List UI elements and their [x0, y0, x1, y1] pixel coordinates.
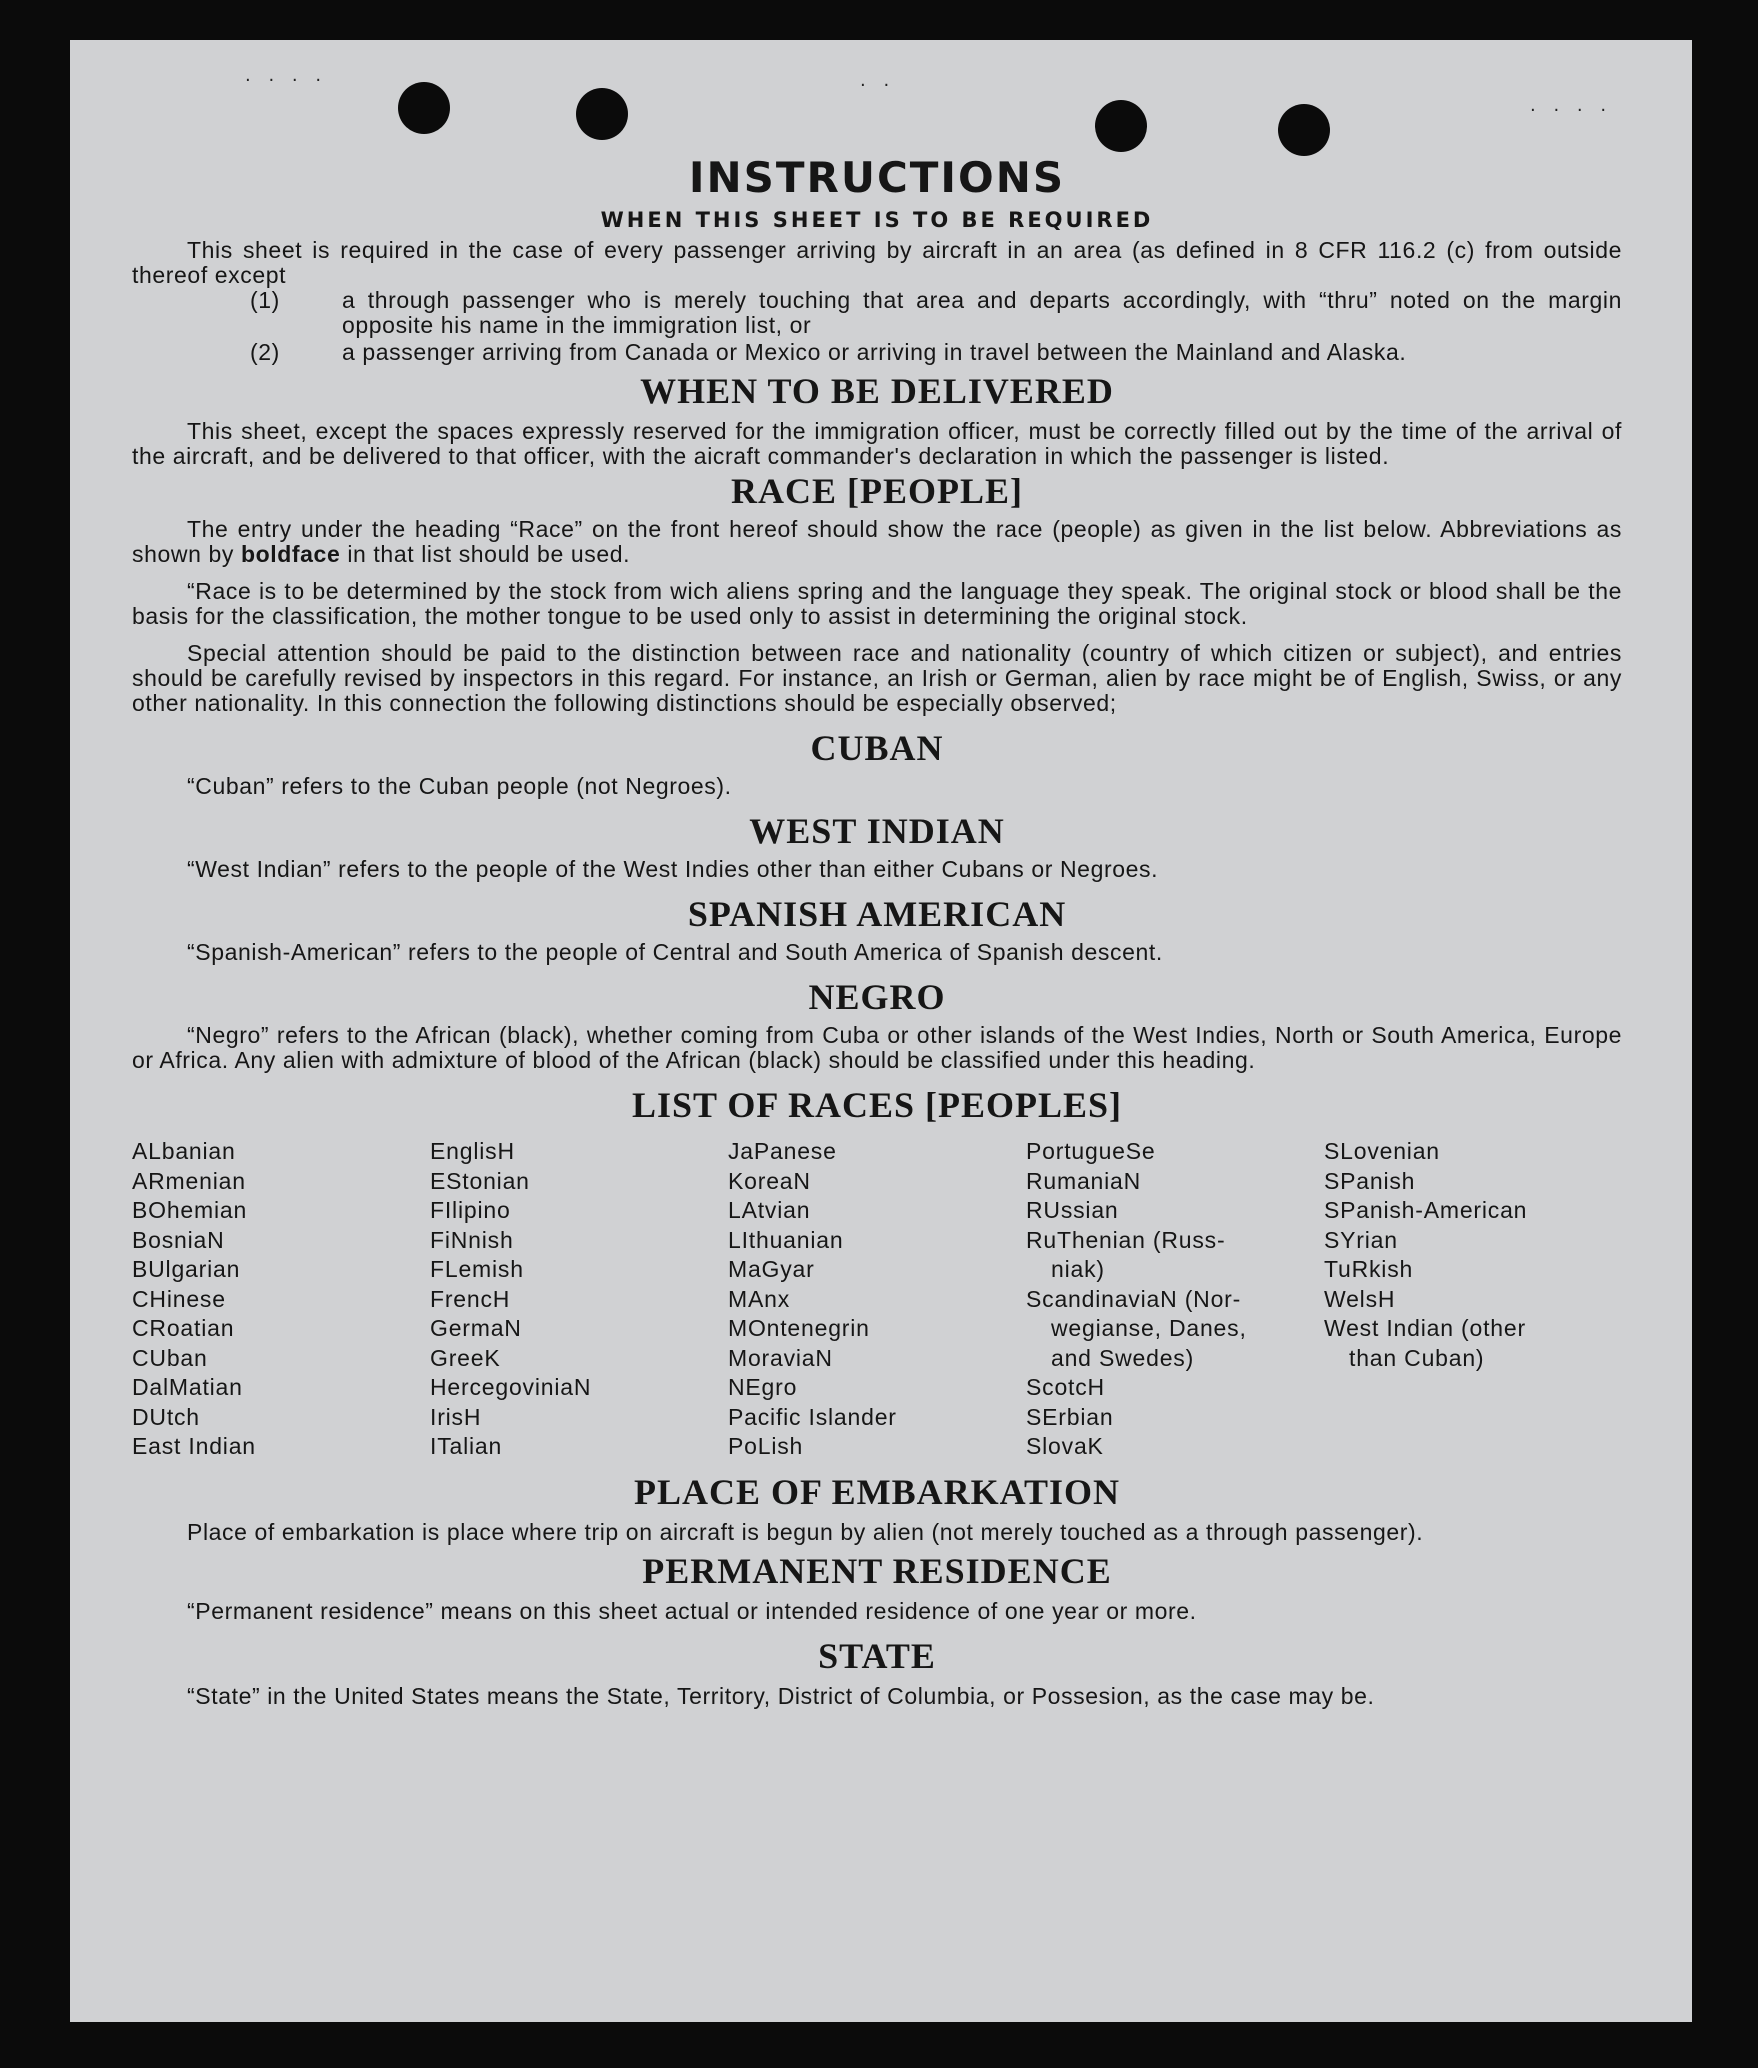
race-paragraph: Special attention should be paid to the distinction between race and nationality (country of which citizen or subject), and entries should be carefully revised by inspectors in this regard. For instance, an Irish or German, alien by race might be of English, Swiss, or any other nationality. In this connection the following distinctions should be especially observed; — [132, 640, 1622, 716]
race-list-item: niak) — [1051, 1256, 1105, 1282]
embarkation-text: Place of embarkation is place where trip on aircraft is begun by alien (not merely touched as a through passenger). — [187, 1518, 1424, 1545]
race-text: The entry under the heading “Race” on the front hereof should show the race (people) as given in the list below. Abbreviations as shown by — [132, 516, 1622, 567]
section-heading: CUBAN — [810, 728, 944, 768]
race-list-item: JaPanese — [728, 1138, 837, 1164]
race-list-item: TuRkish — [1324, 1256, 1414, 1282]
section-heading: RACE [PEOPLE] — [731, 471, 1023, 511]
race-list-item: BOhemian — [132, 1197, 248, 1223]
race-list-item: IrisH — [430, 1403, 482, 1430]
race-list-item: MOntenegrin — [728, 1315, 870, 1341]
race-list-item: BUlgarian — [132, 1256, 241, 1282]
race-list-column — [1026, 1137, 1324, 1462]
race-list-item: FIlipino — [430, 1197, 511, 1223]
scan-marks: · · · · — [245, 70, 328, 91]
race-list-item: RuThenian (Russ- — [1026, 1226, 1226, 1253]
race-list-item: BosniaN — [132, 1226, 225, 1253]
race-list-item: MaGyar — [728, 1256, 815, 1282]
race-list-item: CRoatian — [132, 1315, 235, 1341]
exception-item — [132, 340, 1622, 365]
exception-item — [132, 288, 1622, 338]
negro-text: “Negro” refers to the African (black), whether coming from Cuba or other islands of the West Indies, North or South America, Europe or Africa. Any alien with admixture of blood of the African (black) should be classified under this heading. — [132, 1022, 1622, 1073]
race-list-item: FLemish — [430, 1256, 524, 1282]
race-list-item: DUtch — [132, 1403, 200, 1430]
race-list-item: ALbanian — [132, 1138, 236, 1164]
race-list-item: EnglisH — [430, 1138, 515, 1164]
section-heading: WEST INDIAN — [749, 811, 1005, 851]
race-list-item: KoreaN — [728, 1167, 811, 1194]
required-intro: This sheet is required in the case of every passenger arriving by aircraft in an area (as defined in 8 CFR 116.2 (c) from outside thereof except — [132, 237, 1622, 288]
race-list-item: EStonian — [430, 1167, 530, 1194]
race-list-item: GreeK — [430, 1344, 501, 1371]
race-list-item: FrencH — [430, 1285, 511, 1312]
race-list-item: RumaniaN — [1026, 1167, 1142, 1194]
exception-text: a passenger arriving from Canada or Mexico or arriving in travel between the Mainland and Alaska. — [342, 339, 1407, 365]
race-list-item: FiNnish — [430, 1226, 514, 1253]
punch-hole — [576, 88, 628, 140]
section-heading: PLACE OF EMBARKATION — [633, 1471, 1120, 1512]
race-list-item: RUssian — [1026, 1197, 1119, 1223]
scan-marks: · · — [860, 75, 896, 96]
section-heading: NEGRO — [808, 977, 946, 1017]
race-list-item: PoLish — [728, 1433, 804, 1459]
scan-marks: · · · · — [1530, 100, 1613, 121]
race-list-item: DalMatian — [132, 1374, 243, 1400]
race-list-item: SlovaK — [1026, 1433, 1104, 1459]
race-list-item: wegianse, Danes, — [1051, 1315, 1247, 1341]
punch-hole — [1095, 100, 1147, 152]
state-text: “State” in the United States means the State, Territory, District of Columbia, or Possesion, as the case may be. — [187, 1682, 1375, 1709]
race-list-item: ScotcH — [1026, 1374, 1105, 1400]
race-list — [132, 1137, 1622, 1462]
race-list-column — [430, 1137, 728, 1462]
race-list-item: CUban — [132, 1344, 208, 1371]
race-list-column — [132, 1137, 430, 1462]
race-list-column — [728, 1137, 1026, 1462]
race-text: in that list should be used. — [347, 541, 631, 567]
race-list-item: NEgro — [728, 1374, 798, 1400]
race-paragraph: “Race is to be determined by the stock from wich aliens spring and the language they speak. The original stock or blood shall be the basis for the classification, the mother tongue to be used only to assist in determining the original stock. — [132, 578, 1622, 629]
exception-number: (1) — [250, 287, 280, 313]
delivered-text: This sheet, except the spaces expressly reserved for the immigration officer, must be correctly filled out by the time of the arrival of the aircraft, and be delivered to that officer, with the aicraft commander's declaration in which the passenger is listed. — [132, 418, 1622, 469]
race-list-item: SYrian — [1324, 1226, 1398, 1253]
race-list-item: CHinese — [132, 1285, 226, 1312]
section-heading: PERMANENT RESIDENCE — [642, 1550, 1112, 1591]
section-heading: STATE — [818, 1635, 936, 1676]
race-list-item: MoraviaN — [728, 1344, 833, 1371]
race-list-item: WelsH — [1324, 1285, 1396, 1312]
exception-text: a through passenger who is merely touching that area and departs accordingly, with “thru” noted on the margin opposite his name in the immigration list, or — [342, 287, 1622, 338]
race-list-item: West Indian (other — [1324, 1315, 1526, 1341]
race-list-item: ScandinaviaN (Nor- — [1026, 1285, 1242, 1312]
section-heading: SPANISH AMERICAN — [687, 894, 1067, 934]
race-list-item: LIthuanian — [728, 1226, 844, 1253]
race-list-item: LAtvian — [728, 1197, 811, 1223]
exception-number: (2) — [250, 339, 280, 365]
race-list-item: MAnx — [728, 1285, 790, 1312]
page-subtitle: WHEN THIS SHEET IS TO BE REQUIRED — [600, 208, 1154, 232]
race-list-item: SErbian — [1026, 1403, 1114, 1430]
spanish-american-text: “Spanish-American” refers to the people of Central and South America of Spanish descent. — [187, 939, 1163, 965]
race-list-item: Pacific Islander — [728, 1403, 897, 1430]
race-list-item: SPanish-American — [1324, 1197, 1528, 1223]
instructions-content — [132, 152, 1622, 1709]
race-list-item: PortugueSe — [1026, 1138, 1156, 1164]
residence-text: “Permanent residence” means on this sheet actual or intended residence of one year or more. — [187, 1597, 1197, 1624]
race-paragraph — [132, 517, 1622, 567]
race-list-item: SLovenian — [1324, 1138, 1440, 1164]
west-indian-text: “West Indian” refers to the people of the West Indies other than either Cubans or Negroes. — [187, 856, 1159, 882]
section-heading: WHEN TO BE DELIVERED — [640, 371, 1114, 411]
race-list-item: than Cuban) — [1349, 1344, 1485, 1371]
race-list-item: HercegoviniaN — [430, 1374, 592, 1400]
race-list-item: GermaN — [430, 1315, 522, 1341]
race-list-item: and Swedes) — [1051, 1344, 1195, 1371]
boldface-word: boldface — [240, 541, 341, 567]
punch-hole — [1278, 104, 1330, 156]
race-list-column — [1324, 1137, 1622, 1462]
section-heading: LIST OF RACES [PEOPLES] — [631, 1085, 1123, 1125]
race-list-item: ARmenian — [132, 1167, 246, 1194]
race-list-item: East Indian — [132, 1433, 256, 1459]
document-sheet — [70, 40, 1692, 2022]
page-title: INSTRUCTIONS — [688, 153, 1066, 202]
punch-hole — [398, 82, 450, 134]
race-list-item: SPanish — [1324, 1167, 1416, 1194]
cuban-text: “Cuban” refers to the Cuban people (not Negroes). — [187, 773, 732, 799]
race-list-item: ITalian — [430, 1433, 503, 1459]
